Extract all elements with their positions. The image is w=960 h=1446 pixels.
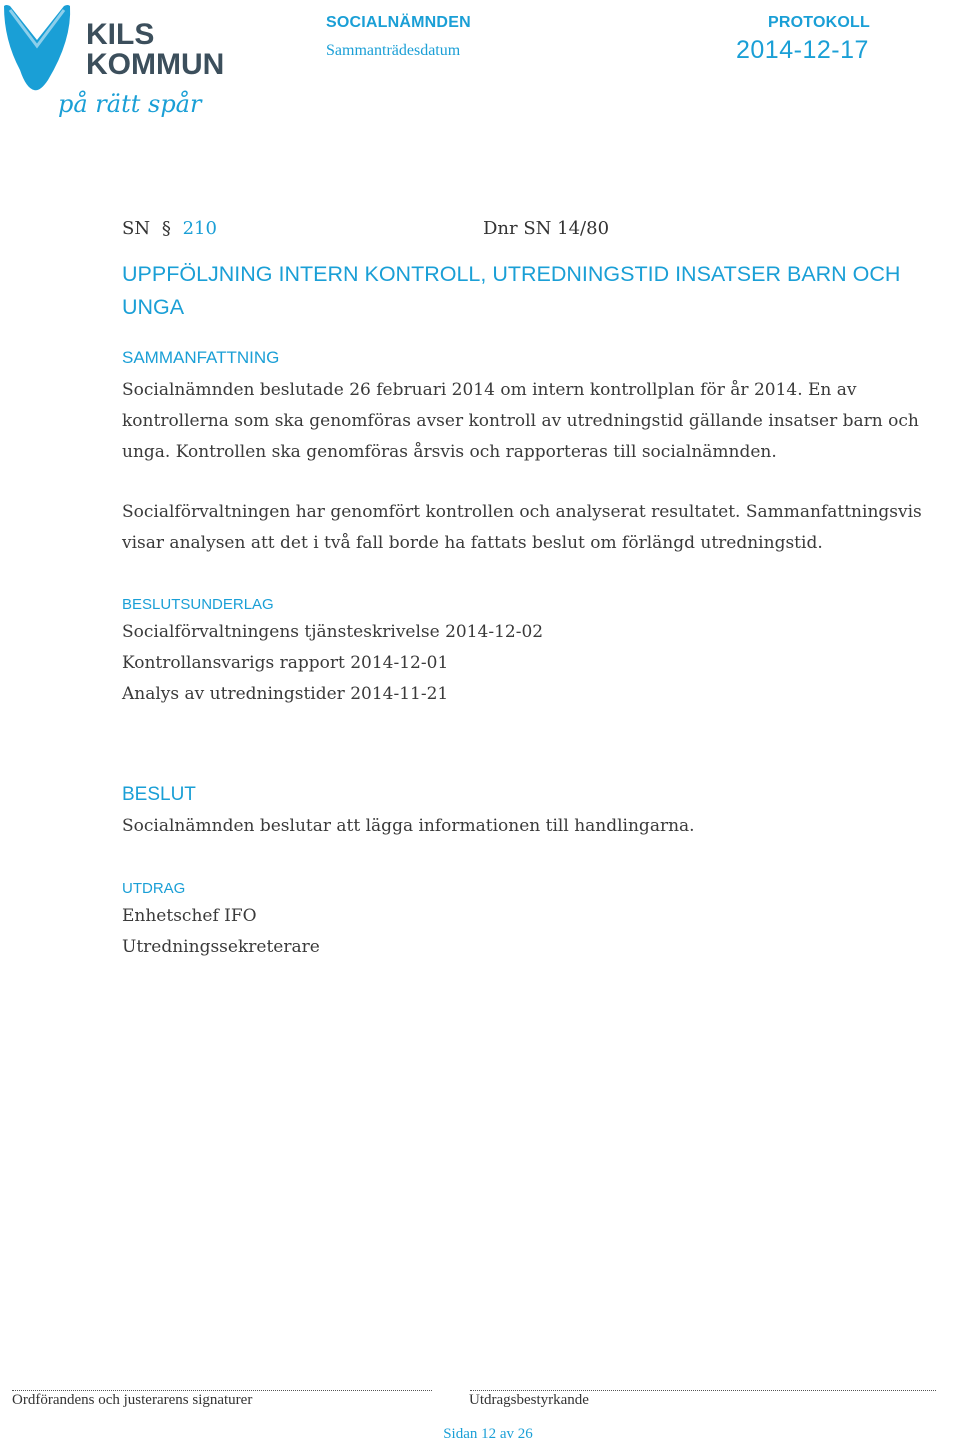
page-number: Sidan 12 av 26 xyxy=(443,1426,533,1442)
decision-text: Socialnämnden beslutar att lägga informationen till handlingarna. xyxy=(122,816,695,836)
extract-heading: UTDRAG xyxy=(122,880,186,897)
extract-item: Enhetschef IFO xyxy=(122,906,257,926)
signature-rule xyxy=(12,1390,432,1391)
summary-paragraph-1: Socialnämnden beslutade 26 februari 2014 om intern kontrollplan för år 2014. En av kontrollerna som ska genomföras avser kontroll av utredningstid gällande insatser barn och unga. Kontrollen ska genomföras årsvis och rapporteras till socialnämnden. xyxy=(122,380,919,462)
dnr: Dnr SN 14/80 xyxy=(483,218,610,239)
case-title: UPPFÖLJNING INTERN KONTROLL, UTREDNINGSTID INSATSER BARN OCH UNGA xyxy=(122,262,901,319)
logo-text-kommun: KOMMUN xyxy=(86,48,225,81)
doc-type: PROTOKOLL xyxy=(768,14,870,31)
meeting-date: 2014-12-17 xyxy=(736,36,869,64)
decision-heading: BESLUT xyxy=(122,784,196,805)
basis-item: Kontrollansvarigs rapport 2014-12-01 xyxy=(122,653,449,673)
signatures-label: Ordförandens och justerarens signaturer xyxy=(12,1392,253,1408)
meeting-date-label: Sammanträdesdatum xyxy=(326,42,461,59)
summary-heading: SAMMANFATTNING xyxy=(122,348,280,367)
extract-item: Utredningssekreterare xyxy=(122,937,320,957)
kils-kommun-logo xyxy=(0,0,230,140)
logo-slogan: på rätt spår xyxy=(58,90,202,118)
basis-item: Socialförvaltningens tjänsteskrivelse 2014-12-02 xyxy=(122,622,544,642)
committee-name: SOCIALNÄMNDEN xyxy=(326,14,471,31)
basis-heading: BESLUTSUNDERLAG xyxy=(122,596,274,613)
logo-text-kils: KILS xyxy=(86,18,155,51)
section-sign: § xyxy=(161,218,171,239)
summary-paragraph-2: Socialförvaltningen har genomfört kontrollen och analyserat resultatet. Sammanfattningsvis visar analysen att det i två fall borde ha fattats beslut om förlängd utredningstid. xyxy=(122,502,922,553)
basis-item: Analys av utredningstider 2014-11-21 xyxy=(122,684,449,704)
case-line xyxy=(122,218,922,239)
certify-label: Utdragsbestyrkande xyxy=(469,1392,589,1408)
case-prefix: SN xyxy=(122,218,151,239)
certify-rule xyxy=(470,1390,936,1391)
case-number: 210 xyxy=(182,218,217,239)
